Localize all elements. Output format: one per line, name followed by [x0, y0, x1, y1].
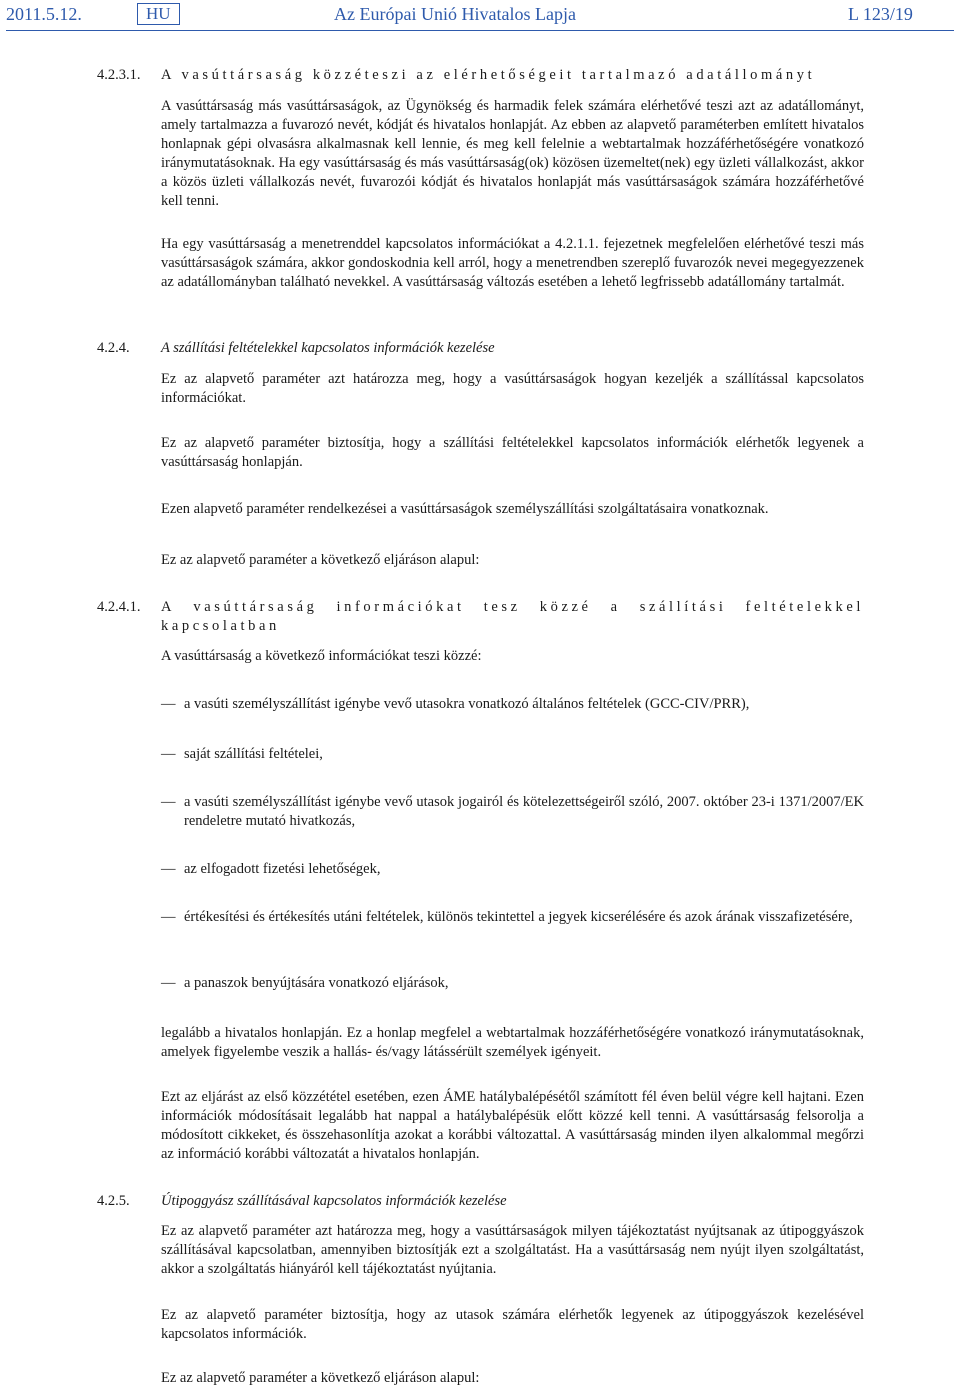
header-divider	[6, 30, 954, 31]
section-number-4241: 4.2.4.1.	[97, 599, 141, 615]
language-badge: HU	[137, 3, 180, 25]
list-item: értékesítési és értékesítés utáni feltételek, különös tekintettel a jegyek kicserélésére és azok árának visszafizetésére,	[184, 909, 853, 925]
paragraph-424-3: Ezen alapvető paraméter rendelkezései a vasúttársaságok személyszállítási szolgáltatásaira vonatkoznak.	[161, 501, 769, 517]
list-item: a vasúti személyszállítást igénybe vevő utasok jogairól és kötelezettségeiről szóló, 2007. október 23-i 1371/2007/EK rendeletre mutató hivatkozás,	[184, 794, 864, 829]
paragraph-425-3: Ez az alapvető paraméter a következő eljáráson alapul:	[161, 1370, 480, 1386]
list-dash: —	[161, 975, 176, 991]
list-dash: —	[161, 909, 176, 925]
page-number: L 123/19	[848, 4, 913, 24]
section-number-424: 4.2.4.	[97, 340, 130, 356]
section-title-4231: A vasúttársaság közzéteszi az elérhetőségeit tartalmazó adatállományt	[161, 67, 816, 83]
list-intro-4241: A vasúttársaság a következő információkat teszi közzé:	[161, 648, 482, 664]
list-dash: —	[161, 794, 176, 810]
paragraph-4241-deadline: Ezt az eljárást az első közzététel esetében, ezen ÁME hatálybalépésétől számított fél éven belül végre kell hajtani. Ezen információk módosításait legalább hat nappal a hatálybalépésük előtt közzé kell tenni. A vasúttársaság felsorolja a módosított cikkeket, és összehasonlítja azokat a korábbi változattal. A vasúttársaság minden ilyen alkalommal megőrzi az információ korábbi változatát a hivatalos honlapján.	[161, 1089, 864, 1162]
list-item: az elfogadott fizetési lehetőségek,	[184, 861, 381, 877]
paragraph-4231-1: A vasúttársaság más vasúttársaságok, az Ügynökség és harmadik felek számára elérhetővé teszi azt az adatállományt, amely tartalmazza a fuvarozó nevét, kódját és hivatalos honlapját. Az ebben az alapvető paraméterben említett hivatalos honlapnak gépi olvasásra alkalmasnak kell lennie, és meg kell felelnie a webtartalmak hozzáférhetőségére vonatkozó iránymutatásoknak. Ha egy vasúttársaság és más vasúttársaság(ok) közösen üzemeltet(nek) egy üzleti vállalkozást, akkor a közös üzleti vállalkozás nevét, fuvarozói kódját és hivatalos honlapját más vasúttársaságok számára hozzáférhetővé kell tenni.	[161, 98, 865, 209]
paragraph-4241-after-list: legalább a hivatalos honlapján. Ez a honlap megfelel a webtartalmak hozzáférhetőségére vonatkozó iránymutatásoknak, amelyek figyelembe veszik a hallás- és/vagy látássérült személyek igényeit.	[161, 1025, 864, 1060]
paragraph-425-2: Ez az alapvető paraméter biztosítja, hogy az utasok számára elérhetők legyenek az útipoggyászok kezelésével kapcsolatos információk.	[161, 1307, 864, 1342]
list-dash: —	[161, 746, 176, 762]
paragraph-425-1: Ez az alapvető paraméter azt határozza meg, hogy a vasúttársaságok milyen tájékoztatást nyújtsanak az útipoggyászok szállításával kapcsolatban, amennyiben biztosítják ezt a szolgáltatást. Ha a vasúttársaság nem nyújt ilyen szolgáltatást, akkor a szolgáltatás hiányáról kell tájékoztatást nyújtania.	[161, 1223, 864, 1277]
list-dash: —	[161, 696, 176, 712]
page-header	[0, 0, 960, 30]
list-item: saját szállítási feltételei,	[184, 746, 323, 762]
paragraph-424-4: Ez az alapvető paraméter a következő eljáráson alapul:	[161, 552, 480, 568]
list-item: a panaszok benyújtására vonatkozó eljárások,	[184, 975, 449, 991]
section-title-424: A szállítási feltételekkel kapcsolatos információk kezelése	[161, 340, 495, 356]
section-title-425: Útipoggyász szállításával kapcsolatos információk kezelése	[161, 1193, 507, 1209]
paragraph-424-2: Ez az alapvető paraméter biztosítja, hogy a szállítási feltételekkel kapcsolatos információk elérhetők legyenek a vasúttársaság honlapján.	[161, 435, 864, 470]
section-number-425: 4.2.5.	[97, 1193, 130, 1209]
list-item: a vasúti személyszállítást igénybe vevő utasokra vonatkozó általános feltételek (GCC-CIV/PRR),	[184, 696, 750, 712]
section-number-4231: 4.2.3.1.	[97, 67, 141, 83]
list-dash: —	[161, 861, 176, 877]
section-title-4241: A vasúttársaság információkat tesz közzé a szállítási feltételekkel kapcsolatban	[161, 599, 864, 634]
publication-date: 2011.5.12.	[6, 4, 82, 24]
paragraph-4231-2: Ha egy vasúttársaság a menetrenddel kapcsolatos információkat a 4.2.1.1. fejezetnek megfelelően elérhetővé teszi más vasúttársaságok számára, akkor gondoskodnia kell arról, hogy a menetrendben szereplő fuvarozók nevei megegyezzenek az adatállományban található nevekkel. A vasúttársaság változás esetében a lehető legfrissebb adatállomány tartalmát.	[161, 236, 864, 290]
journal-title: Az Európai Unió Hivatalos Lapja	[334, 4, 576, 24]
paragraph-424-1: Ez az alapvető paraméter azt határozza meg, hogy a vasúttársaságok hogyan kezeljék a szállítással kapcsolatos információkat.	[161, 371, 864, 406]
